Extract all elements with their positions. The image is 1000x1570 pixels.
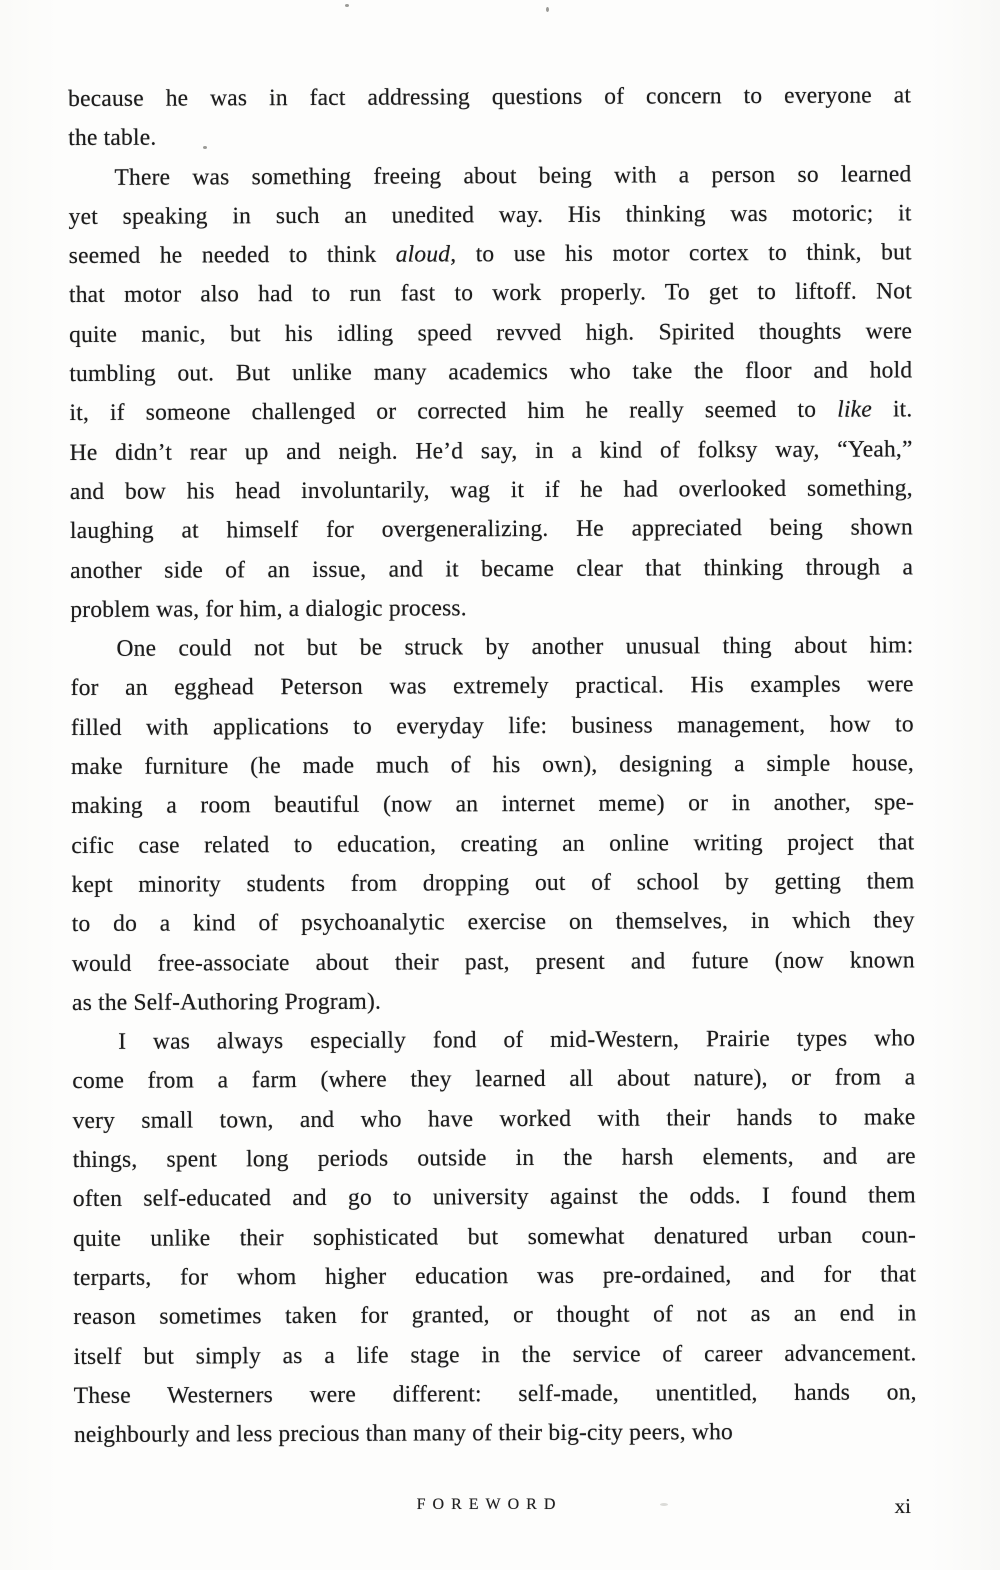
text-line: would free-associate about their past, present and future (now known xyxy=(71,946,915,977)
scan-speck xyxy=(546,7,549,12)
text-line: terparts, for whom higher education was pre-ordained, and for that xyxy=(73,1261,917,1291)
text-line: I was always especially fond of mid-Western, Prairie types who xyxy=(118,1025,916,1055)
text-line: One could not but be struck by another unusual thing about him: xyxy=(116,632,914,662)
scan-speck xyxy=(345,4,349,7)
paragraph xyxy=(72,1019,917,1455)
text-line: quite unlike their sophisticated but somewhat denatured urban coun- xyxy=(72,1221,917,1252)
text-line: neighbourly and less precious than many of their big-city peers, who xyxy=(73,1419,734,1449)
text-line: very small town, and who have worked with their hands to make xyxy=(72,1104,916,1134)
text-line: the table. xyxy=(68,124,157,152)
text-line: making a room beautiful (now an internet meme) or in another, spe- xyxy=(71,789,915,820)
text-line: things, spent long periods outside in the harsh elements, and are xyxy=(72,1143,916,1174)
page-text xyxy=(68,76,917,1455)
page-footer xyxy=(68,1496,911,1526)
text-line: cific case related to education, creating an online writing project that xyxy=(71,828,915,859)
scan-speck xyxy=(660,1503,668,1506)
text-line: There was something freeing about being with a person so learned xyxy=(114,160,912,191)
text-line: and bow his head involuntarily, wag it if he had overlooked something, xyxy=(69,475,913,505)
text-line: These Westerners were different: self-made, unentitled, hands on, xyxy=(73,1379,917,1409)
text-line: reason sometimes taken for granted, or thought of not as an end in xyxy=(73,1300,917,1331)
text-line: that motor also had to run fast to work properly. To get to liftoff. Not xyxy=(68,278,912,309)
text-line: come from a farm (where they learned all about nature), or from a xyxy=(72,1064,916,1095)
paragraph xyxy=(68,76,911,158)
text-line: tumbling out. But unlike many academics who take the floor and hold xyxy=(69,357,913,388)
text-line: as the Self-Authoring Program). xyxy=(71,988,382,1016)
text-line: to do a kind of psychoanalytic exercise on themselves, in which they xyxy=(71,907,915,938)
text-line: He didn’t rear up and neigh. He’d say, in a kind of folksy way, “Yeah,” xyxy=(69,435,913,466)
page-number: xi xyxy=(894,1494,911,1518)
text-line: because he was in fact addressing questions of concern to everyone at xyxy=(68,82,912,112)
scan-speck xyxy=(203,146,207,149)
text-line: laughing at himself for overgeneralizing. He appreciated being shown xyxy=(69,514,914,545)
text-line: yet speaking in such an unedited way. His thinking was motoric; it xyxy=(68,200,912,230)
text-line: make furniture (he made much of his own), designing a simple house, xyxy=(70,750,915,781)
text-line: kept minority students from dropping out of school by getting them xyxy=(71,868,915,898)
text-line: another side of an issue, and it became clear that thinking through a xyxy=(70,553,914,584)
text-line: itself but simply as a life stage in the service of career advancement. xyxy=(73,1339,917,1370)
text-line: quite manic, but his idling speed revved high. Spirited thoughts were xyxy=(69,318,913,348)
text-line: often self-educated and go to university against the odds. I found them xyxy=(72,1182,916,1213)
text-line: seemed he needed to think aloud, to use his motor cortex to think, but xyxy=(68,239,912,270)
text-line: problem was, for him, a dialogic process. xyxy=(70,595,467,623)
paragraph xyxy=(70,626,915,1023)
paragraph xyxy=(68,155,913,630)
running-head: FOREWORD xyxy=(416,1496,563,1513)
text-line: for an egghead Peterson was extremely practical. His examples were xyxy=(70,671,914,702)
text-line: it, if someone challenged or corrected him he really seemed to like it. xyxy=(69,396,913,427)
text-line: filled with applications to everyday life: business management, how to xyxy=(70,711,914,741)
